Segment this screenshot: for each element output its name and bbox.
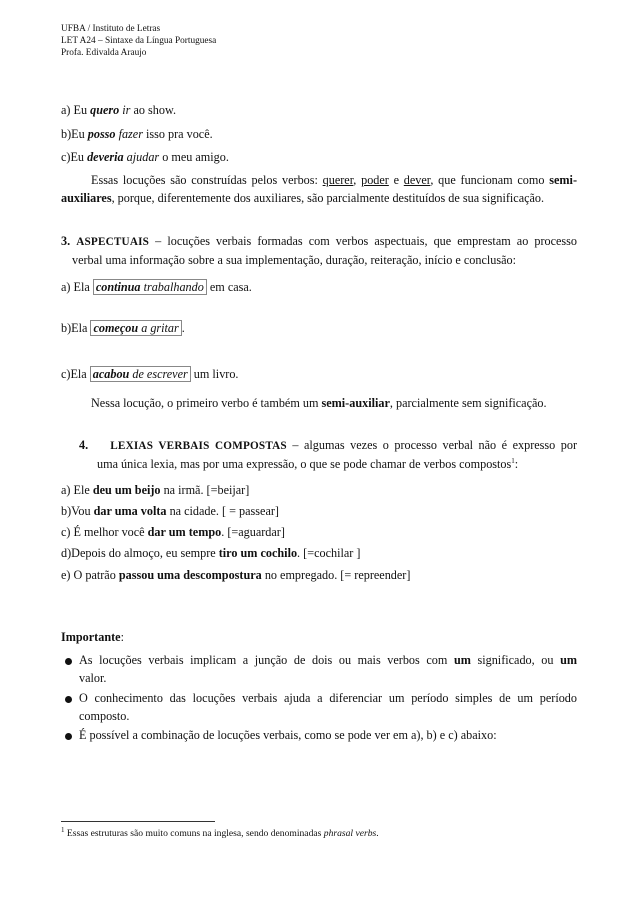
bullet-dot-icon (65, 733, 72, 740)
section-4-lexias: 4. LEXIAS VERBAIS COMPOSTAS – algumas vezes o processo verbal não é expresso por uma única lexia, mas por uma expressão, o que se pode chamar de verbos compostos$^1$: (79, 438, 578, 471)
section-title: LEXIAS VERBAIS COMPOSTAS (110, 440, 287, 452)
main-verb: fazer (118, 127, 143, 141)
important-bullet-2: O conhecimento das locuções verbais ajuda a diferenciar um período simples de um período composto. (79, 691, 577, 723)
modal-paragraph: Essas locuções são construídas pelos verbos: querer, poder e dever, que funcionam como semi-auxiliares, porque, diferentemente dos auxiliares, são parcialmente destituídos de sua significação. (61, 173, 577, 205)
footnote-number: 1 (61, 825, 65, 834)
example-label: c) (61, 525, 71, 539)
auxiliary-verb: deveria (87, 150, 124, 164)
footnote: $^1$ Essas estruturas são muito comuns na inglesa, sendo denominadas phrasal verbs. (61, 825, 379, 839)
section-title: ASPECTUAIS (76, 236, 150, 248)
modal-example-a: a) Eu quero ir ao show. (61, 103, 177, 117)
header-course: LET A24 – Sintaxe da Língua Portuguesa (61, 36, 217, 47)
modal-example-c: c)Eu deveria ajudar o meu amigo. (61, 150, 229, 164)
main-verb: ir (122, 103, 131, 117)
verbal-locution-box (90, 320, 181, 336)
auxiliary-verb: acabou (92, 367, 130, 381)
lexia-example-d: d)Depois do almoço, eu sempre tiro um cochilo. [=cochilar ] (61, 546, 361, 560)
example-label: a) (61, 280, 71, 294)
main-verb: trabalhando (143, 280, 204, 294)
header-professor: Profa. Edivalda Araujo (61, 48, 147, 59)
term-semi-auxiliares: semi-auxiliares (61, 173, 577, 205)
main-verb: ajudar (126, 150, 160, 164)
example-label: c) (61, 150, 71, 164)
verbal-locution-box (93, 279, 207, 295)
footnote-ref: 1 (511, 456, 515, 465)
main-verb: a gritar (141, 321, 179, 335)
aspect-example-a: a) Ela continua trabalhando em casa. (61, 280, 252, 294)
bullet-dot-icon (65, 658, 72, 665)
section-3-aspectuais: 3. ASPECTUAIS – locuções verbais formadas com verbos aspectuais, que emprestam ao processo verbal uma informação sobre a sua implementação, duração, reiteração, início e conclusão: (61, 234, 578, 267)
auxiliary-verb: continua (95, 280, 141, 294)
compound-verb: dar um tempo (147, 525, 222, 539)
lexia-example-b: b)Vou dar uma volta na cidade. [ = passear] (61, 504, 279, 518)
example-label: c) (61, 367, 71, 381)
verb-dever: dever (403, 173, 431, 187)
compound-verb: dar uma volta (93, 504, 167, 518)
auxiliary-verb: quero (90, 103, 120, 117)
aspect-example-c: c)Ela acabou de escrever um livro. (61, 367, 239, 381)
verb-poder: poder (361, 173, 389, 187)
aspect-note: Nessa locução, o primeiro verbo é também um semi-auxiliar, parcialmente sem significação. (91, 396, 547, 410)
term-semi-auxiliar: semi-auxiliar (321, 396, 390, 410)
footnote-term: phrasal verbs (323, 828, 377, 839)
section-number: 4. (79, 438, 89, 452)
auxiliary-verb: posso (87, 127, 116, 141)
example-label: e) (61, 568, 71, 582)
document-header (61, 23, 216, 60)
aspect-example-b: b)Ela começou a gritar . (61, 321, 185, 335)
lexia-example-e: e) O patrão passou uma descompostura no empregado. [= repreender] (61, 568, 411, 582)
bullet-dot-icon (65, 696, 72, 703)
example-label: b) (61, 127, 72, 141)
compound-verb: deu um beijo (92, 483, 161, 497)
auxiliary-verb: começou (93, 321, 139, 335)
modal-example-b: b)Eu posso fazer isso pra você. (61, 127, 213, 141)
compound-verb: passou uma descompostura (118, 568, 262, 582)
example-label: b) (61, 504, 72, 518)
example-label: d) (61, 546, 72, 560)
important-bullet-1: As locuções verbais implicam a junção de dois ou mais verbos com um significado, ou um valor. (79, 653, 578, 685)
section-number: 3. (61, 234, 71, 248)
compound-verb: tiro um cochilo (218, 546, 298, 560)
important-heading: Importante: (61, 630, 124, 644)
main-verb: de escrever (132, 367, 188, 381)
important-bullet-3: É possível a combinação de locuções verbais, como se pode ver em a), b) e c) abaixo: (79, 728, 497, 742)
lexia-example-a: a) Ele deu um beijo na irmã. [=beijar] (61, 483, 250, 497)
example-label: a) (61, 483, 71, 497)
verb-querer: querer (322, 173, 354, 187)
footnote-rule (61, 821, 215, 822)
verbal-locution-box (90, 366, 191, 382)
header-institution: UFBA / Instituto de Letras (61, 24, 161, 34)
example-label: a) (61, 103, 71, 117)
example-label: b) (61, 321, 72, 335)
lexia-example-c: c) É melhor você dar um tempo. [=aguardar] (61, 525, 285, 539)
